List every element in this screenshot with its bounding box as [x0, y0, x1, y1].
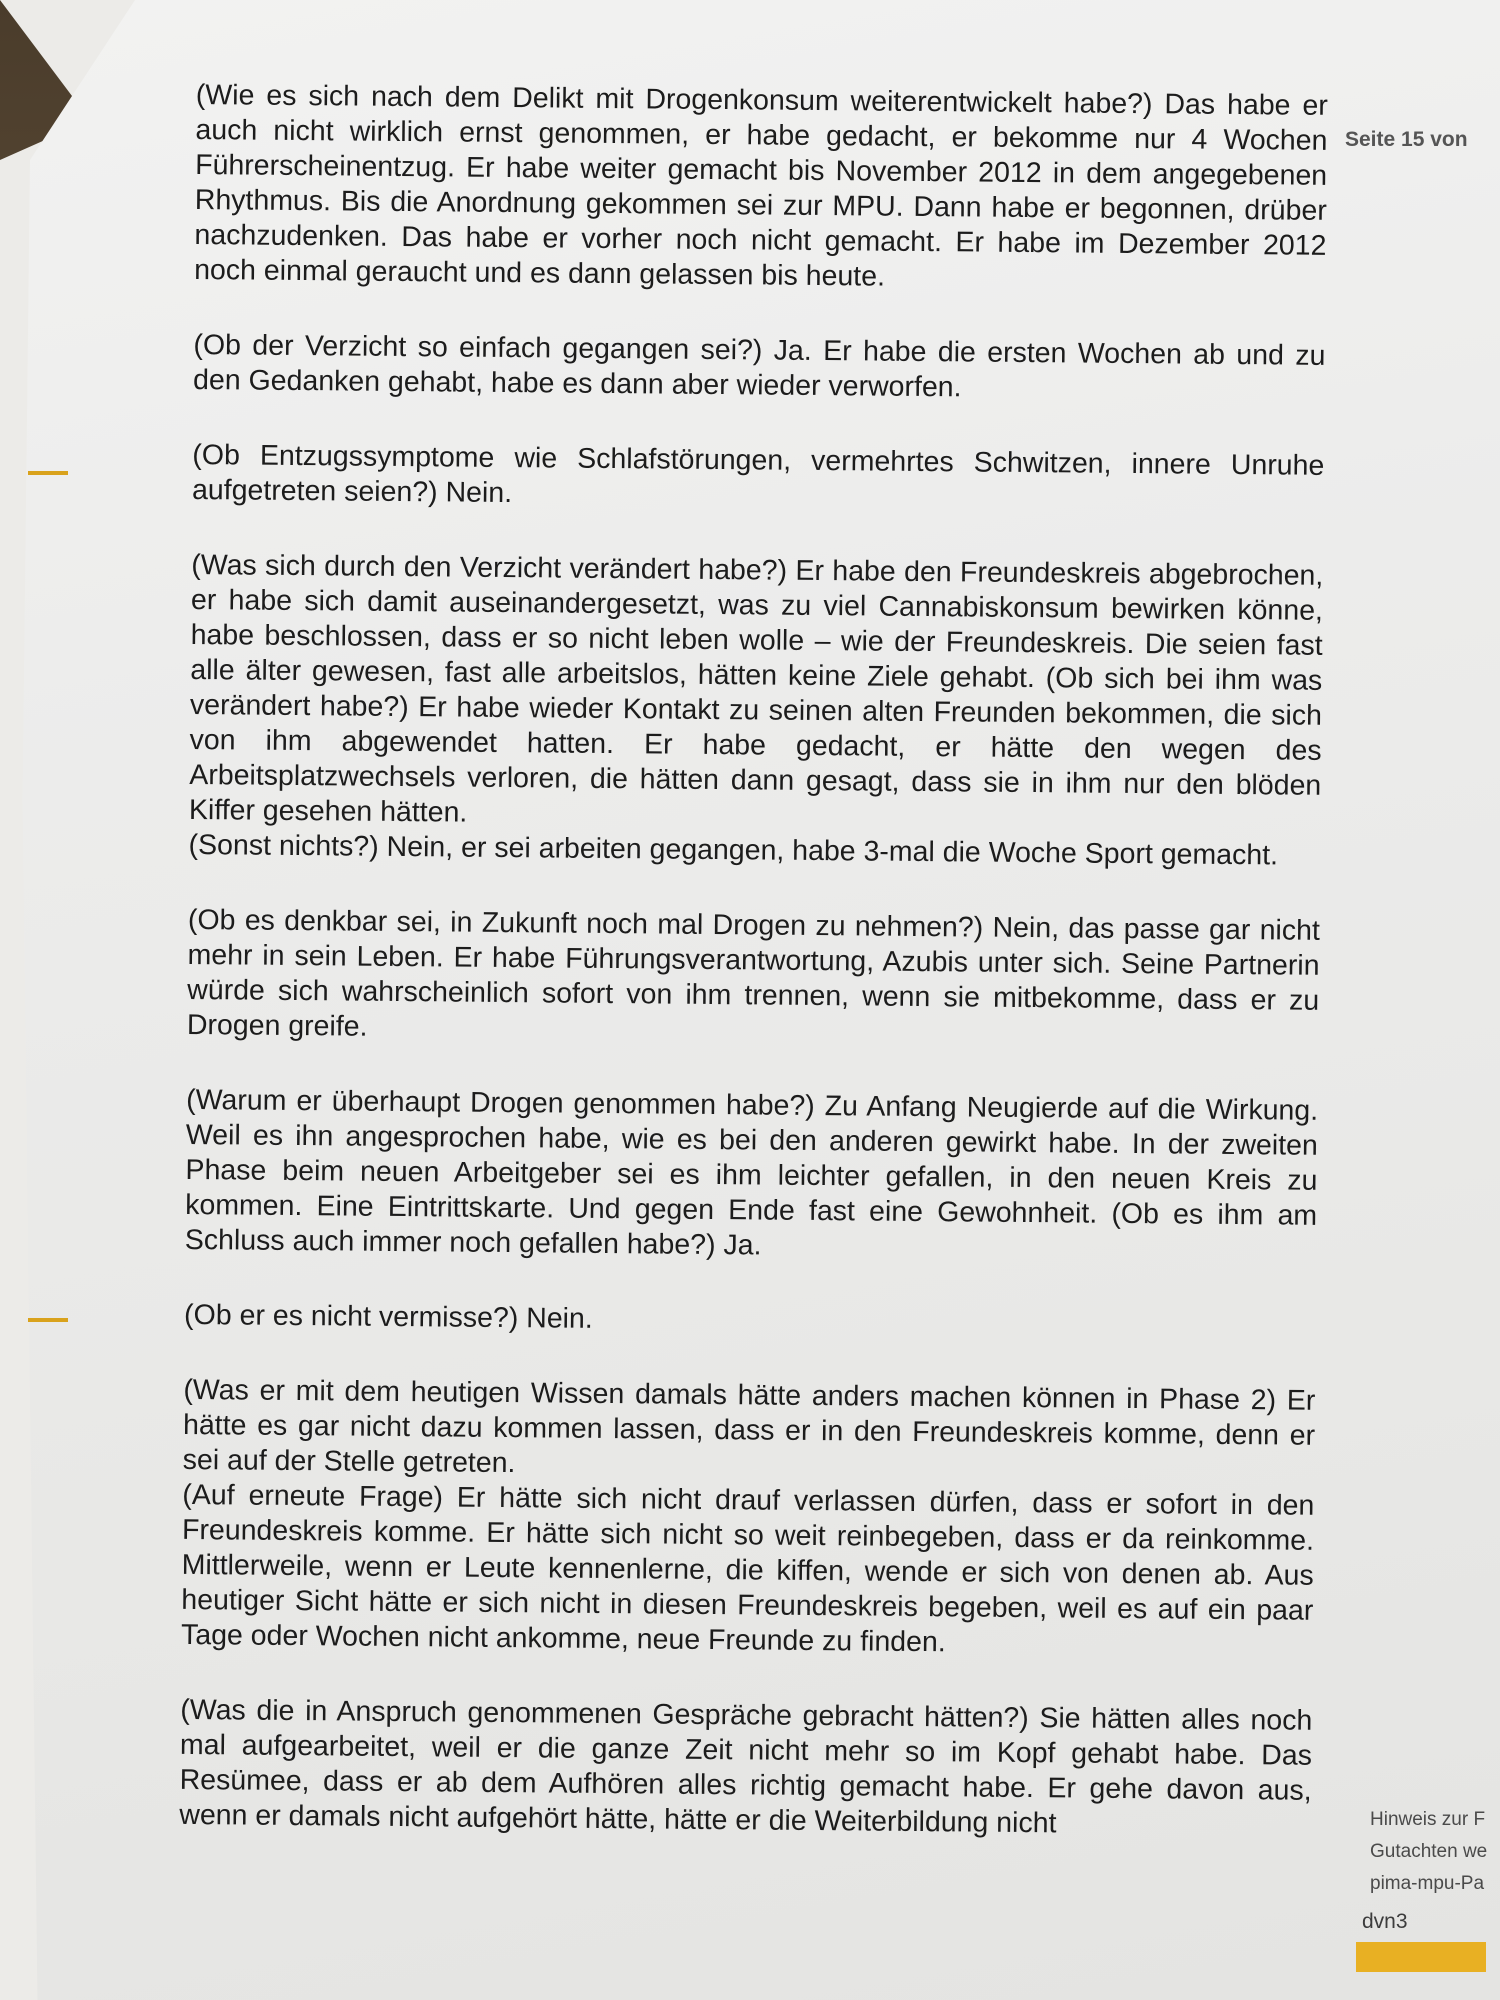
footer-code: dvn3	[1362, 1910, 1408, 1933]
page-number: Seite 15 von	[1345, 128, 1468, 151]
paragraph: (Ob Entzugssymptome wie Schlafstörungen, vermehrtes Schwitzen, innere Unruhe aufgetreten seien?) Nein.	[191, 438, 1325, 510]
margin-note-line: Gutachten we	[1370, 1841, 1488, 1862]
paragraph: (Ob er es nicht vermisse?) Nein.	[183, 1298, 593, 1335]
paragraph: (Ob der Verzicht so einfach gegangen sei?) Ja. Er habe die ersten Wochen ab und zu den Gedanken gehabt, habe es dann aber wieder verworfen.	[192, 328, 1326, 404]
paragraph: (Auf erneute Frage) Er hätte sich nicht drauf verlassen dürfen, dass er sofort in den Freundeskreis komme. Er hätte sich nicht so weit reinbegeben, dass er da reinkomme. Mittlerweile, wenn er Leute kennenlerne, die kiffen, wende er sich von denen ab. Aus heutiger Sicht hätte er sich nicht in diesen Freundeskreis begeben, weil es auf ein paar Tage oder Wochen nicht ankomme, neue Freunde zu finden.	[180, 1478, 1315, 1659]
paragraph: (Warum er überhaupt Drogen genommen habe?) Zu Anfang Neugierde auf die Wirkung. Weil es ihn angesprochen habe, wie es bei den anderen gewirkt habe. In der zweiten Phase beim neuen Arbeitgeber sei es ihm leichter gefallen, in den neuen Kreis zu kommen. Eine Eintrittskarte. Und gegen Ende fast eine Gewohnheit. (Ob es ihm am Schluss auch immer noch gefallen habe?) Ja.	[184, 1083, 1319, 1262]
paragraph: (Ob es denkbar sei, in Zukunft noch mal Drogen zu nehmen?) Nein, das passe gar nicht mehr in sein Leben. Er habe Führungsverantwortung, Azubis unter sich. Seine Partnerin würde sich wahrscheinlich sofort von ihm trennen, wenn sie mitbekomme, dass er zu Drogen greife.	[186, 903, 1321, 1043]
paragraph: (Sonst nichts?) Nein, er sei arbeiten gegangen, habe 3-mal die Woche Sport gemacht.	[188, 828, 1279, 872]
binder-tick-mark	[28, 471, 68, 475]
footer-accent-bar	[1356, 1942, 1486, 1972]
margin-note-line: pima-mpu-Pa	[1370, 1873, 1485, 1894]
margin-note-line: Hinweis zur F	[1370, 1809, 1486, 1830]
paragraph: (Was sich durch den Verzicht verändert habe?) Er habe den Freundeskreis abgebrochen, er habe sich damit auseinandergesetzt, was zu viel Cannabiskonsum bewirken könne, habe beschlossen, dass er so nicht leben wolle – wie der Freundeskreis. Die seien fast alle älter gewesen, fast alle arbeitslos, hätten keine Ziele gehabt. (Ob sich bei ihm was verändert habe?) Er habe wieder Kontakt zu seinen alten Freunden bekommen, die sich von ihm abgewendet hatten. Er habe gedacht, er hätte den wegen des Arbeitsplatzwechsels verloren, die hätten dann gesagt, dass sie in ihm nur den blöden Kiffer gesehen hätten.	[188, 548, 1324, 829]
paragraph: (Wie es sich nach dem Delikt mit Drogenkonsum weiterentwickelt habe?) Das habe er auch nicht wirklich ernst genommen, er habe gedacht, er bekomme nur 4 Wochen Führerscheinentzug. Er habe weiter gemacht bis November 2012 in dem angegebenen Rhythmus. Bis die Anordnung gekommen sei zur MPU. Dann habe er begonnen, drüber nachzudenken. Das habe er vorher noch nicht gemacht. Er habe im Dezember 2012 noch einmal geraucht und es dann gelassen bis heute.	[194, 78, 1328, 293]
paragraph: (Was er mit dem heutigen Wissen damals hätte anders machen können in Phase 2) Er hätte es gar nicht dazu kommen lassen, dass er in den Freundeskreis komme, denn er sei auf der Stelle getreten.	[182, 1373, 1316, 1480]
document-body	[179, 78, 1328, 1884]
margin-note	[1370, 1804, 1500, 1900]
binder-tick-mark	[28, 1318, 68, 1322]
paragraph: (Was die in Anspruch genommenen Gespräche gebracht hätten?) Sie hätten alles noch mal aufgearbeitet, weil er die ganze Zeit nicht mehr so im Kopf gehabt habe. Das Resümee, dass er ab dem Aufhören alles richtig gemacht habe. Er gehe davon aus, wenn er damals nicht aufgehört hätte, hätte er die Weiterbildung nicht	[179, 1693, 1313, 1840]
